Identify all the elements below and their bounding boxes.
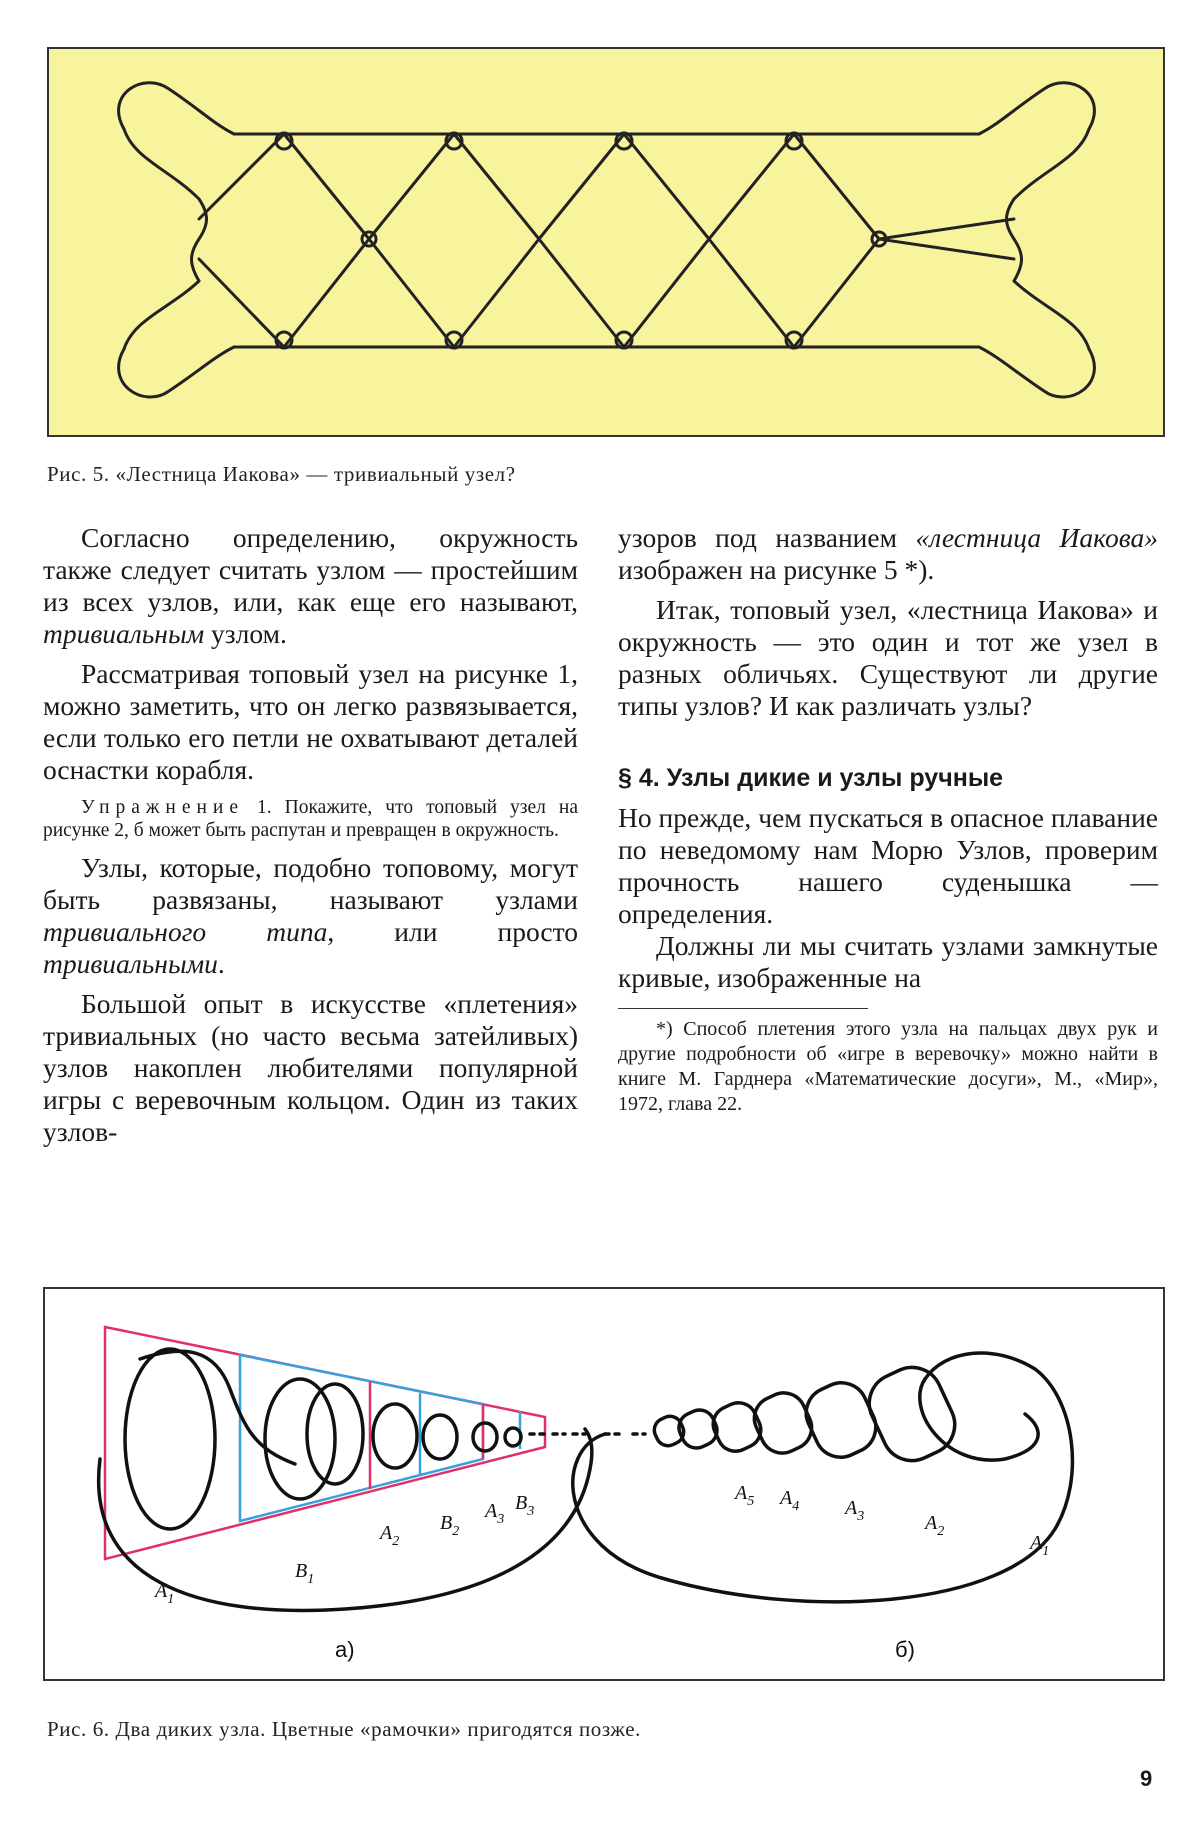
svg-text:A3: $A_3$	[845, 1497, 865, 1524]
exercise: Упражнение 1. Покажите, что топовый узел на рисунке 2, б может быть распутан и превращен в окружность.	[43, 797, 578, 841]
svg-text:A3: $A_3$	[485, 1500, 505, 1527]
left-column	[43, 522, 578, 1148]
svg-text:A1: $A_1$	[155, 1580, 175, 1607]
paragraph: Узлы, которые, подобно топовому, могут быть развязаны, называют узлами тривиального типа, или просто тривиальными.	[43, 852, 578, 979]
red-frame	[105, 1327, 545, 1559]
svg-text:B3: $B_3$	[515, 1492, 535, 1519]
label-a2: A	[380, 1522, 393, 1544]
footnote: *) Способ плетения этого узла на пальцах двух рук и другие подробности об «игре в веревочку» можно найти в книге М. Гарднера «Математические досуги», М., «Мир», 1972, глава 22.	[618, 1018, 1158, 1115]
footnote-divider	[618, 1008, 868, 1009]
wild-knots-drawing	[45, 1289, 1163, 1679]
panel-a-label: а)	[335, 1637, 355, 1662]
svg-text:A5: $A_5$	[735, 1482, 755, 1509]
jacobs-ladder-drawing	[49, 49, 1163, 435]
paragraph: Итак, топовый узел, «лестница Иакова» и окружность — это один и тот же узел в разных обличьях. Существуют ли другие типы узлов? И как различать узлы?	[618, 594, 1158, 721]
label-a1b: A	[1030, 1532, 1043, 1554]
figure-6	[43, 1287, 1165, 1681]
svg-text:B1: $B_1$	[295, 1560, 315, 1587]
label-a2b: A	[925, 1512, 938, 1534]
paragraph: Согласно определению, окружность также следует считать узлом — простейшим из всех узлов, или, как еще его называют, тривиальным узлом.	[43, 522, 578, 649]
figure-6-caption: Рис. 6. Два диких узла. Цветные «рамочки» пригодятся позже.	[47, 1717, 642, 1741]
figure-5-caption: Рис. 5. «Лестница Иакова» — тривиальный узел?	[47, 462, 516, 486]
label-a3: A	[485, 1500, 498, 1522]
figure-5	[47, 47, 1165, 437]
label-a3b: A	[845, 1497, 858, 1519]
page-number: 9	[1140, 1766, 1153, 1791]
label-a1: A	[155, 1580, 168, 1602]
label-b1: B	[295, 1560, 308, 1582]
section-heading: § 4. Узлы дикие и узлы ручные	[618, 764, 1004, 792]
svg-text:B2: $B_2$	[440, 1512, 460, 1539]
knot-loop	[125, 1349, 215, 1529]
svg-text:A2: $A_2$	[380, 1522, 400, 1549]
label-a4: A	[780, 1487, 793, 1509]
paragraph: Большой опыт в искусстве «плетения» тривиальных (но часто весьма затейливых) узлов накоплен любителями популярной игры с веревочным кольцом. Один из таких узлов-	[43, 988, 578, 1147]
label-b2: B	[440, 1512, 453, 1534]
svg-text:A2: $A_2$	[925, 1512, 945, 1539]
svg-text:A4: $A_4$	[780, 1487, 800, 1514]
label-a5: A	[735, 1482, 748, 1504]
svg-text:A1: $A_1$	[1030, 1532, 1050, 1559]
label-b3: B	[515, 1492, 528, 1514]
paragraph: узоров под названием «лестница Иакова» изображен на рисунке 5 *).	[618, 522, 1158, 585]
paragraph: Должны ли мы считать узлами замкнутые кривые, изображенные на	[618, 930, 1158, 993]
paragraph: Но прежде, чем пускаться в опасное плавание по неведомому нам Морю Узлов, проверим прочность нашего суденышка — определения.	[618, 802, 1158, 929]
paragraph: Рассматривая топовый узел на рисунке 1, можно заметить, что он легко развязывается, если только его петли не охватывают деталей оснастки корабля.	[43, 658, 578, 785]
right-column	[618, 522, 1158, 1117]
panel-b-label: б)	[895, 1637, 915, 1662]
